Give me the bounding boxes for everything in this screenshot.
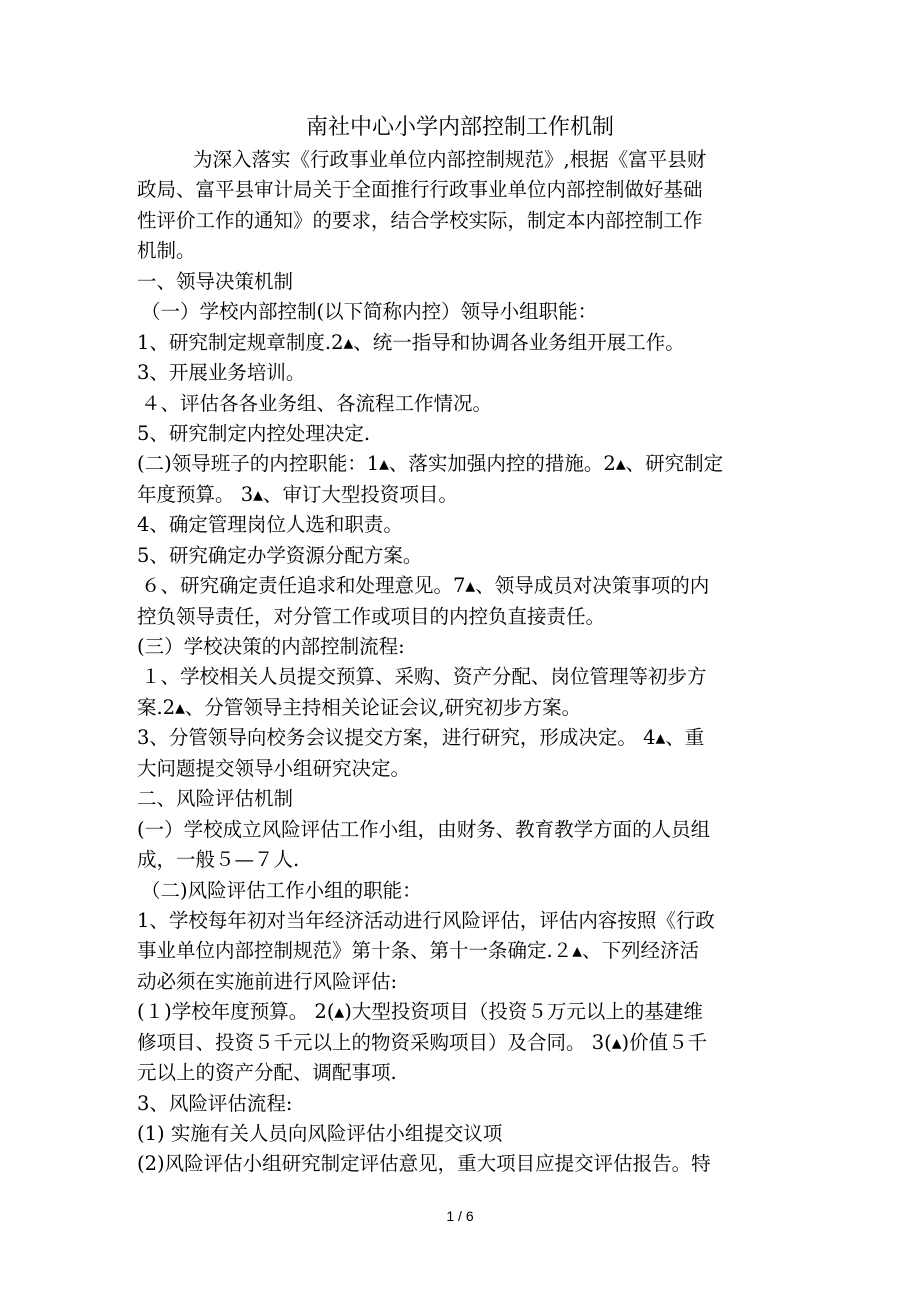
paragraph-line: 政局、富平县审计局关于全面推行行政事业单位内部控制做好基础 bbox=[137, 178, 703, 202]
paragraph-line: (2)风险评估小组研究制定评估意见，重大项目应提交评估报告。特 bbox=[137, 1152, 711, 1176]
paragraph-line: 3、分管领导向校务会议提交方案，进行研究，形成决定。 4▴、重 bbox=[137, 726, 705, 750]
paragraph-line: 控负领导责任，对分管工作或项目的内控负直接责任。 bbox=[137, 604, 606, 628]
page-indicator: 1 / 6 bbox=[446, 1208, 474, 1224]
document-body bbox=[137, 145, 797, 1180]
paragraph-line: 修项目、投资５千元以上的物资采购项目）及合同。 3(▴)价值５千 bbox=[137, 1030, 708, 1054]
paragraph-line: 大问题提交领导小组研究决定。 bbox=[137, 756, 411, 780]
paragraph-line: 1、学校每年初对当年经济活动进行风险评估，评估内容按照《行政 bbox=[137, 908, 715, 932]
paragraph-line: (一）学校成立风险评估工作小组，由财务、教育教学方面的人员组 bbox=[137, 817, 711, 841]
paragraph-line: 机制。 bbox=[137, 239, 196, 263]
paragraph-line: 3、开展业务培训。 bbox=[137, 361, 306, 385]
paragraph-line: 为深入落实《行政事业单位内部控制规范》,根据《富平县财 bbox=[193, 148, 707, 171]
paragraph-line: （一）学校内部控制(以下简称内控）领导小组职能： bbox=[141, 300, 598, 324]
paragraph-line: 5、研究制定内控处理决定. bbox=[137, 421, 371, 445]
paragraph-line: １、学校相关人员提交预算、采购、资产分配、岗位管理等初步方 bbox=[141, 665, 707, 689]
paragraph-line: 年度预算。 3▴、审订大型投资项目。 bbox=[137, 482, 458, 506]
paragraph-line: 二、风险评估机制 bbox=[137, 787, 294, 811]
paragraph-line: 性评价工作的通知》的要求，结合学校实际，制定本内部控制工作 bbox=[137, 208, 703, 232]
paragraph-line: 事业单位内部控制规范》第十条、第十一条确定.２▴、下列经济活 bbox=[137, 939, 699, 963]
paragraph-line: ４、评估各各业务组、各流程工作情况。 bbox=[141, 391, 493, 415]
paragraph-line: 元以上的资产分配、调配事项. bbox=[137, 1061, 397, 1085]
paragraph-line: (二)领导班子的内控职能：1▴、落实加强内控的措施。2▴、研究制定 bbox=[137, 452, 724, 476]
paragraph-line: 动必须在实施前进行风险评估: bbox=[137, 969, 398, 993]
paragraph-line: (１)学校年度预算。 2(▴)大型投资项目（投资５万元以上的基建维 bbox=[137, 1000, 703, 1024]
paragraph-line: 4、确定管理岗位人选和职责。 bbox=[137, 513, 403, 537]
document-title: 南社中心小学内部控制工作机制 bbox=[305, 115, 614, 140]
paragraph-line: (1) 实施有关人员向风险评估小组提交议项 bbox=[137, 1122, 503, 1145]
paragraph-line: 5、研究确定办学资源分配方案。 bbox=[137, 543, 423, 567]
paragraph-line: （二)风险评估工作小组的职能： bbox=[141, 878, 422, 902]
paragraph-line: 3、风险评估流程: bbox=[137, 1091, 293, 1115]
paragraph-line: 一、领导决策机制 bbox=[137, 269, 294, 293]
paragraph-line: 成，一般５—７人. bbox=[137, 848, 300, 872]
paragraph-line: (三）学校决策的内部控制流程: bbox=[137, 635, 405, 658]
paragraph-line: ６、研究确定责任追求和处理意见。7▴、领导成员对决策事项的内 bbox=[141, 574, 710, 598]
paragraph-line: 案.2▴、分管领导主持相关论证会议,研究初步方案。 bbox=[137, 695, 582, 719]
paragraph-line: 1、研究制定规章制度.2▴、统一指导和协调各业务组开展工作。 bbox=[137, 330, 685, 354]
